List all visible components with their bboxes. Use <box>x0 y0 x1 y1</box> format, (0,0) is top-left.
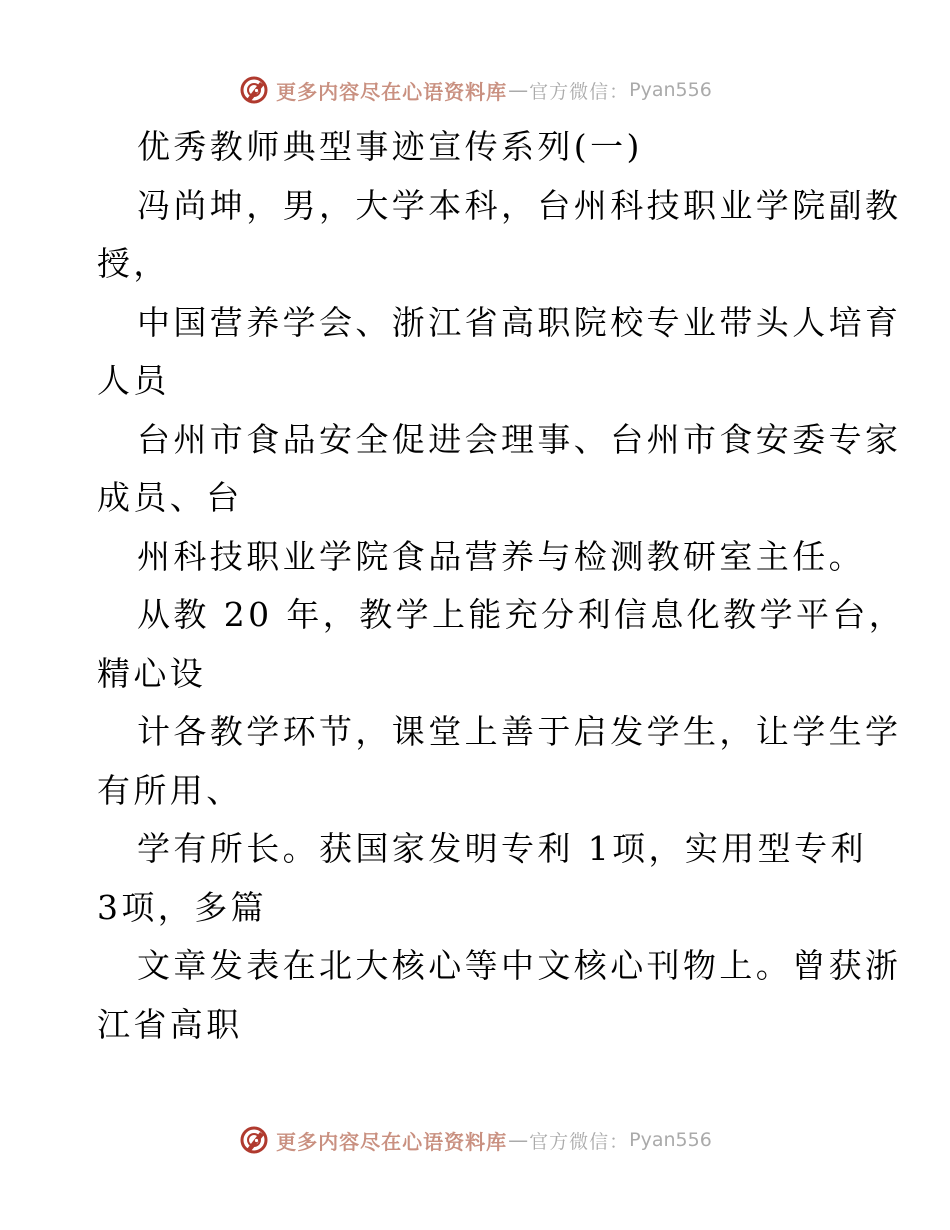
doc-line: 州科技职业学院食品营养与检测教研室主任。 <box>137 536 865 576</box>
watermark-dash: — <box>508 78 529 102</box>
watermark-text: 更多内容尽在心语资料库 <box>276 1129 508 1154</box>
footer-watermark <box>0 1120 950 1160</box>
doc-title: 优秀教师典型事迹宣传系列(一) <box>137 127 643 166</box>
doc-line: 3项，多篇 <box>97 887 267 927</box>
doc-line: 冯尚坤，男，大学本科，台州科技职业学院副教 <box>137 185 902 225</box>
watermark-wechat-id: Pyan556 <box>629 79 712 101</box>
doc-line: 成员、台 <box>97 478 243 517</box>
doc-line: 文章发表在北大核心等中文核心刊物上。曾获浙 <box>137 946 902 985</box>
doc-line: 授， <box>97 244 170 283</box>
watermark-wechat-id: Pyan556 <box>629 1129 712 1151</box>
watermark-sub: 官方微信： <box>529 80 630 103</box>
doc-line: 人员 <box>97 361 170 400</box>
doc-line: 计各教学环节，课堂上善于启发学生，让学生学 <box>137 712 902 751</box>
doc-line: 学有所长。获国家发明专利 1项，实用型专利 <box>137 829 867 868</box>
watermark-dash: — <box>508 1128 529 1152</box>
doc-line: 从教 20 年，教学上能充分利信息化教学平台， <box>137 595 906 634</box>
watermark-sub: 官方微信： <box>529 1130 630 1153</box>
watermark-text: 更多内容尽在心语资料库 <box>276 79 508 104</box>
doc-line: 江省高职 <box>97 1004 243 1044</box>
doc-line: 中国营养学会、浙江省高职院校专业带头人培育 <box>137 302 902 342</box>
pen-nib-circle-icon <box>238 1124 270 1156</box>
doc-line: 精心设 <box>97 653 207 693</box>
doc-line: 有所用、 <box>97 770 243 810</box>
header-watermark <box>0 70 950 110</box>
pen-nib-circle-icon <box>238 74 270 106</box>
doc-line: 台州市食品安全促进会理事、台州市食安委专家 <box>137 419 902 459</box>
document-body <box>97 118 906 1054</box>
